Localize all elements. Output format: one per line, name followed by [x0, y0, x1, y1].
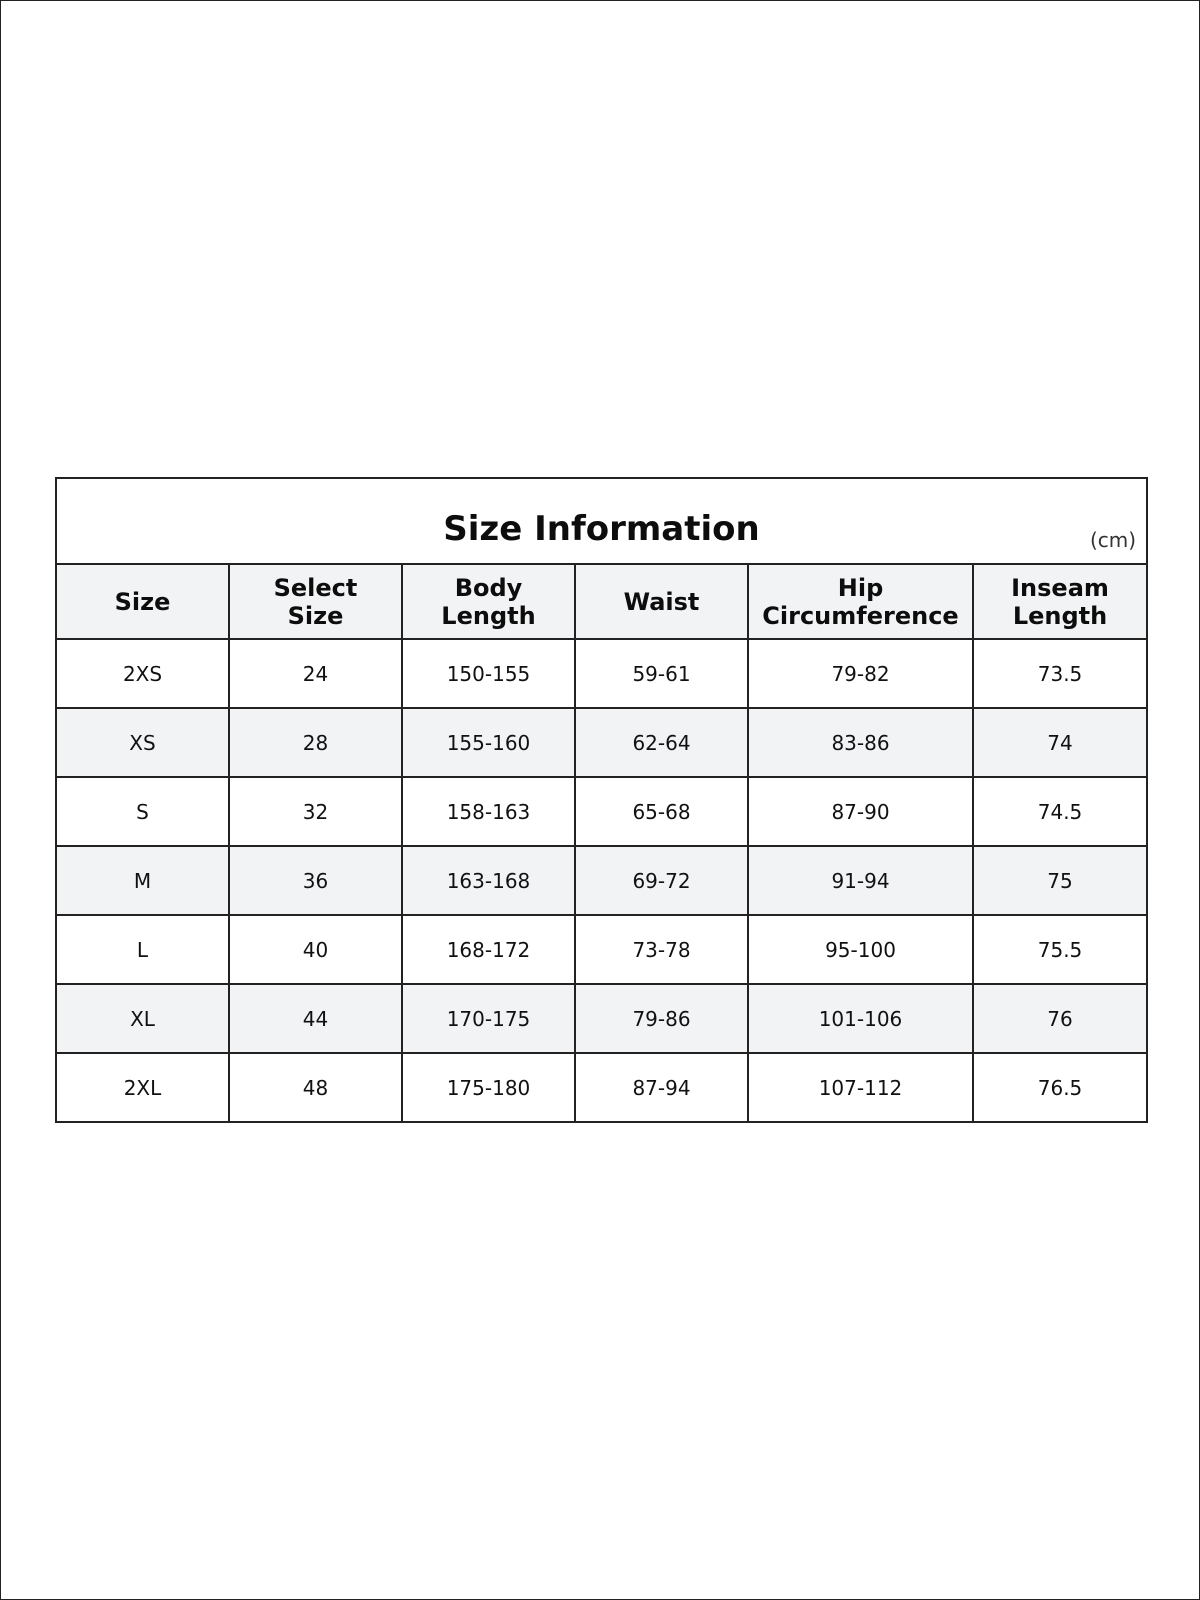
table-row — [56, 1053, 1147, 1122]
column-header-line: Circumference — [762, 601, 959, 630]
table-cell-inseam-length: 76.5 — [973, 1053, 1147, 1122]
table-cell-inseam-length: 74.5 — [973, 777, 1147, 846]
table-cell-waist: 79-86 — [575, 984, 748, 1053]
column-header-body-length — [402, 564, 575, 639]
table-row — [56, 777, 1147, 846]
table-cell-waist: 59-61 — [575, 639, 748, 708]
title-row — [56, 478, 1147, 564]
table-cell-waist: 69-72 — [575, 846, 748, 915]
table-cell-waist: 87-94 — [575, 1053, 748, 1122]
table-cell-hip-circumference: 79-82 — [748, 639, 973, 708]
column-header-waist — [575, 564, 748, 639]
table-cell-size: 2XS — [56, 639, 229, 708]
column-header-select-size — [229, 564, 402, 639]
table-cell-body-length: 155-160 — [402, 708, 575, 777]
table-cell-inseam-length: 73.5 — [973, 639, 1147, 708]
title-cell — [56, 478, 1147, 564]
table-cell-select-size: 40 — [229, 915, 402, 984]
table-cell-size: XL — [56, 984, 229, 1053]
table-cell-size: XS — [56, 708, 229, 777]
table-cell-waist: 73-78 — [575, 915, 748, 984]
table-cell-body-length: 175-180 — [402, 1053, 575, 1122]
table-cell-body-length: 158-163 — [402, 777, 575, 846]
header-row — [56, 564, 1147, 639]
table-cell-inseam-length: 74 — [973, 708, 1147, 777]
table-cell-select-size: 48 — [229, 1053, 402, 1122]
table-cell-inseam-length: 76 — [973, 984, 1147, 1053]
unit-label: (cm) — [1089, 528, 1137, 552]
table-row — [56, 846, 1147, 915]
table-cell-size: M — [56, 846, 229, 915]
table-cell-hip-circumference: 101-106 — [748, 984, 973, 1053]
table-cell-size: S — [56, 777, 229, 846]
column-header-line: Waist — [623, 587, 700, 616]
table-cell-hip-circumference: 87-90 — [748, 777, 973, 846]
table-cell-select-size: 44 — [229, 984, 402, 1053]
table-cell-hip-circumference: 83-86 — [748, 708, 973, 777]
column-header-hip-circumference — [748, 564, 973, 639]
table-cell-select-size: 28 — [229, 708, 402, 777]
table-cell-body-length: 150-155 — [402, 639, 575, 708]
table-cell-inseam-length: 75.5 — [973, 915, 1147, 984]
table-cell-body-length: 168-172 — [402, 915, 575, 984]
table-row — [56, 984, 1147, 1053]
table-cell-body-length: 163-168 — [402, 846, 575, 915]
table-row — [56, 708, 1147, 777]
table-body — [56, 639, 1147, 1122]
size-table — [55, 477, 1148, 1123]
table-cell-size: 2XL — [56, 1053, 229, 1122]
table-cell-hip-circumference: 91-94 — [748, 846, 973, 915]
table-row — [56, 915, 1147, 984]
table-cell-body-length: 170-175 — [402, 984, 575, 1053]
column-header-size — [56, 564, 229, 639]
table-cell-select-size: 32 — [229, 777, 402, 846]
table-cell-hip-circumference: 107-112 — [748, 1053, 973, 1122]
table-cell-waist: 65-68 — [575, 777, 748, 846]
column-header-line: Select — [273, 573, 358, 602]
table-title: Size Information — [443, 509, 760, 549]
table-cell-waist: 62-64 — [575, 708, 748, 777]
column-header-line: Size — [287, 601, 344, 630]
column-header-inseam-length — [973, 564, 1147, 639]
column-header-line: Length — [1012, 601, 1108, 630]
column-header-line: Length — [441, 601, 536, 630]
table-row — [56, 639, 1147, 708]
column-header-line: Size — [114, 587, 171, 616]
table-cell-hip-circumference: 95-100 — [748, 915, 973, 984]
table-cell-inseam-length: 75 — [973, 846, 1147, 915]
table-cell-select-size: 24 — [229, 639, 402, 708]
column-header-line: Body — [454, 573, 523, 602]
table-cell-select-size: 36 — [229, 846, 402, 915]
table-cell-size: L — [56, 915, 229, 984]
column-header-line: Inseam — [1011, 573, 1109, 602]
column-header-line: Hip — [837, 573, 884, 602]
